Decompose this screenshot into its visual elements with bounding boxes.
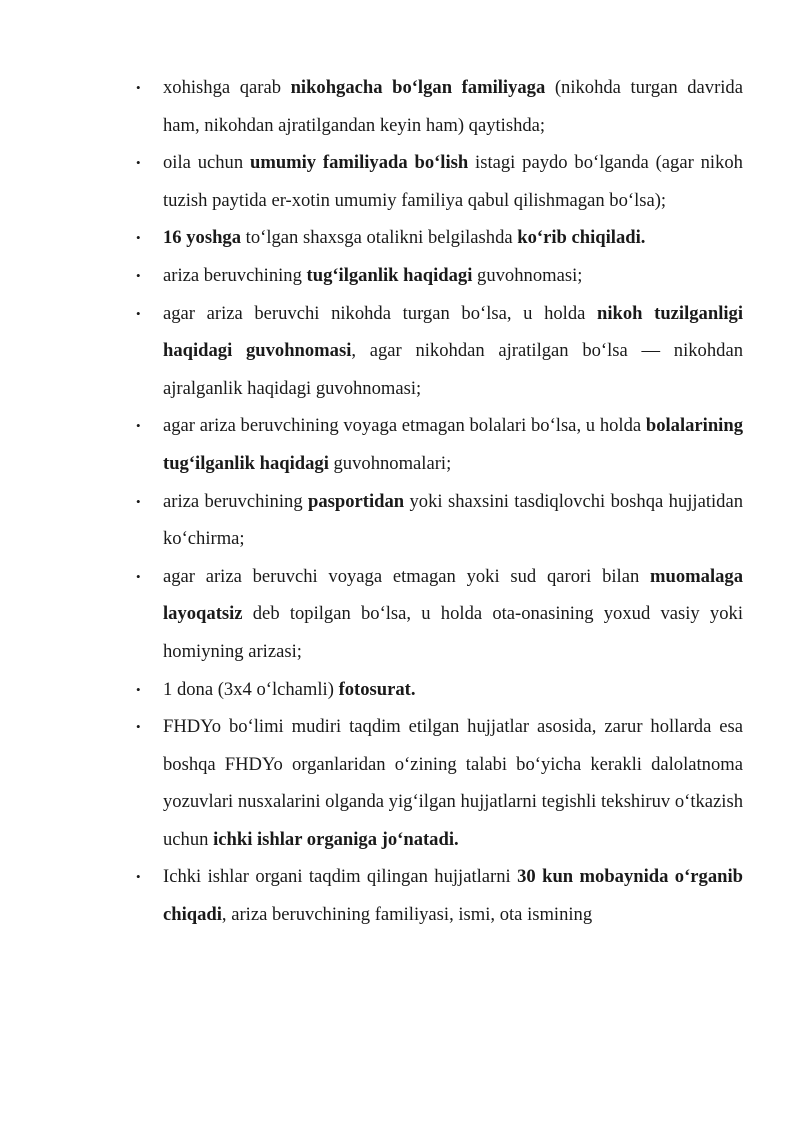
body-text: FHDYo bo‘limi mudiri taqdim etilgan hujjatlar asosida, zarur hollarda esa boshqa FHDYo organlaridan o‘zining talabi bo‘yicha kerakli dalolatnoma yozuvlari nusxalarini olganda yig‘ilgan hujjatlarni tegishli tekshiruv o‘tkazish uchun <box>163 716 743 850</box>
list-item-pasport-kochirma <box>0 483 800 558</box>
bold-text: umumiy familiyada bo‘lish <box>249 152 469 174</box>
bullet-icon: • <box>136 493 141 509</box>
body-text: agar ariza beruvchi voyaga etmagan yoki sud qarori bilan <box>163 565 651 587</box>
body-text: xohishga qarab <box>163 77 291 98</box>
bullet-icon: • <box>136 230 141 246</box>
bold-text: 16 yoshga <box>163 227 242 249</box>
bold-text: tug‘ilganlik haqidagi <box>306 264 473 286</box>
body-text: guvohnomalari; <box>328 452 452 474</box>
body-text: agar ariza beruvchining voyaga etmagan bolalari bo‘lsa, u holda <box>163 415 646 437</box>
bullet-icon: • <box>136 719 141 735</box>
body-text: yoki shaxsini tasdiqlovchi boshqa hujjatidan ko‘chirma; <box>163 490 743 550</box>
bold-text: fotosurat. <box>338 678 416 700</box>
body-text: 1 dona (3x4 o‘lchamli) <box>163 678 339 700</box>
list-item-ichki-ishlar-organi <box>0 858 800 933</box>
bold-text: ichki ishlar organiga jo‘natadi. <box>213 828 459 850</box>
bold-text: bolalarining tug‘ilganlik haqidagi <box>163 415 743 474</box>
body-text: ariza beruvchining <box>163 490 309 512</box>
list-item-nikoh-guvohnomasi <box>0 295 800 408</box>
bold-text: muomalaga layoqatsiz <box>163 565 743 625</box>
list-item-bolalar-guvohnomalari <box>0 407 800 482</box>
list-item-familiyaga-qaytish <box>0 69 800 144</box>
bullet-icon: • <box>136 80 141 95</box>
bold-text: ko‘rib chiqiladi. <box>517 227 646 249</box>
body-text: Ichki ishlar organi taqdim qilingan hujjatlarni <box>163 866 518 888</box>
bullet-icon: • <box>136 418 141 434</box>
body-text: , ariza beruvchining familiyasi, ismi, ota ismining <box>221 904 593 926</box>
bullet-icon: • <box>136 305 141 321</box>
bullet-icon: • <box>136 568 141 584</box>
list-item-muomalaga-layoqatsiz <box>0 558 800 671</box>
list-item-fotosurat <box>0 671 800 709</box>
list-item-16-yosh <box>0 219 800 257</box>
list-item-tugilganlik-guvohnomasi <box>0 257 800 295</box>
body-text: oila uchun <box>163 152 250 174</box>
body-text: istagi paydo bo‘lganda (agar nikoh tuzish paytida er-xotin umumiy familiya qabul qilishmagan bo‘lsa); <box>163 152 743 211</box>
list-item-fhdyo-mudiri <box>0 708 800 858</box>
body-text: to‘lgan shaxsga otalikni belgilashda <box>241 227 518 249</box>
bullet-list <box>0 69 800 934</box>
bold-text: nikoh tuzilganligi haqidagi guvohnomasi <box>163 302 743 362</box>
bullet-icon: • <box>136 681 141 697</box>
bullet-icon: • <box>136 155 141 171</box>
bullet-icon: • <box>136 267 141 283</box>
body-text: ariza beruvchining <box>163 264 307 286</box>
body-text: (nikohda turgan davrida ham, nikohdan ajratilgandan keyin ham) qaytishda; <box>163 77 743 136</box>
list-item-umumiy-familiya <box>0 144 800 219</box>
bold-text: pasportidan <box>308 490 405 512</box>
bullet-icon: • <box>136 869 141 885</box>
bold-text: nikohgacha bo‘lgan familiyaga <box>290 77 546 98</box>
body-text: guvohnomasi; <box>472 264 583 286</box>
body-text: agar ariza beruvchi nikohda turgan bo‘lsa, u holda <box>163 302 598 324</box>
body-text: , agar nikohdan ajratilgan bo‘lsa — nikohdan ajralganlik haqidagi guvohnomasi; <box>163 340 743 399</box>
bold-text: 30 kun mobaynida o‘rganib chiqadi <box>163 866 743 926</box>
body-text: deb topilgan bo‘lsa, u holda ota-onasining yoxud vasiy yoki homiyning arizasi; <box>163 603 743 662</box>
